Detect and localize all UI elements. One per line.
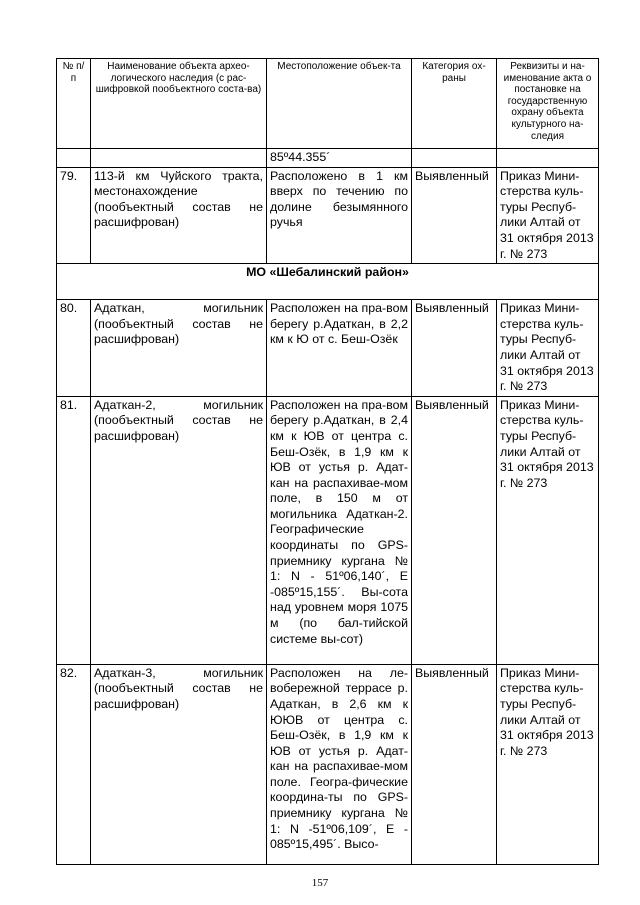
header-requisites: Реквизиты и на-именование акта о постановке на государственную охрану объекта культурного на-следия: [497, 59, 599, 149]
protection-requisites: Приказ Мини-стерства куль-туры Респуб-лики Алтай от 31 октября 2013 г. № 273: [497, 396, 599, 664]
protection-category: Выявленный: [412, 300, 497, 397]
row-number: 82.: [57, 664, 91, 864]
object-name: Адаткан-3, могильник (пообъектный состав не расшифрован): [91, 664, 267, 864]
protection-category: Выявленный: [412, 167, 497, 264]
protection-category: Выявленный: [412, 664, 497, 864]
row-number: 80.: [57, 300, 91, 397]
table-row: [57, 300, 599, 397]
protection-category: Выявленный: [412, 396, 497, 664]
object-name: Адаткан, могильник (пообъектный состав не расшифрован): [91, 300, 267, 397]
object-location: Расположен на ле-вобережной террасе р. Адаткан, в 2,6 км к ЮЮВ от центра с. Беш-Озёк, в 1,9 км к ЮВ от устья р. Адат-кан на распахивае-мом поле. Геогра-фические координа-ты по GPS-приемнику кургана № 1: N -51º06,109´, E - 085º15,495´. Высо-: [267, 664, 412, 864]
header-location: Местоположение объек-та: [267, 59, 412, 149]
section-row: [57, 264, 599, 300]
header-category: Категория ох-раны: [412, 59, 497, 149]
protection-requisites: Приказ Мини-стерства куль-туры Респуб-лики Алтай от 31 октября 2013 г. № 273: [497, 664, 599, 864]
object-location: Расположено в 1 км вверх по течению по долине безымянного ручья: [267, 167, 412, 264]
object-name: 113-й км Чуйского тракта, местонахождение (пообъектный состав не расшифрован): [91, 167, 267, 264]
row-number: 81.: [57, 396, 91, 664]
continuation-row: [57, 149, 599, 168]
page-number: 157: [311, 877, 329, 889]
protection-requisites: Приказ Мини-стерства куль-туры Респуб-лики Алтай от 31 октября 2013 г. № 273: [497, 300, 599, 397]
table-header: [57, 59, 599, 149]
heritage-register-table: [56, 58, 599, 865]
continuation-location: 85º44.355´: [267, 149, 412, 168]
table-row: [57, 664, 599, 864]
table-row: [57, 396, 599, 664]
table-body: [57, 149, 599, 865]
object-location: Расположен на пра-вом берегу р.Адаткан, в 2,2 км к Ю от с. Беш-Озёк: [267, 300, 412, 397]
section-title: МО «Шебалинский район»: [57, 264, 599, 300]
row-number: 79.: [57, 167, 91, 264]
table-row: [57, 167, 599, 264]
header-number: № п/п: [57, 59, 91, 149]
protection-requisites: Приказ Мини-стерства куль-туры Респуб-лики Алтай от 31 октября 2013 г. № 273: [497, 167, 599, 264]
object-name: Адаткан-2, могильник (пообъектный состав не расшифрован): [91, 396, 267, 664]
header-object-name: Наименование объекта архео-логического наследия (с рас-шифровкой пообъектного соста-ва): [91, 59, 267, 149]
object-location: Расположен на пра-вом берегу р.Адаткан, в 2,4 км к ЮВ от центра с. Беш-Озёк, в 1,9 км к ЮВ от устья р. Адат-кан на распахивае-мом поле, в 150 м от могильника Адаткан-2. Географические координаты по GPS-приемнику кургана № 1: N - 51º06,140´, E -085º15,155´. Вы-сота над уровнем моря 1075 м (по бал-тийской системе вы-сот): [267, 396, 412, 664]
